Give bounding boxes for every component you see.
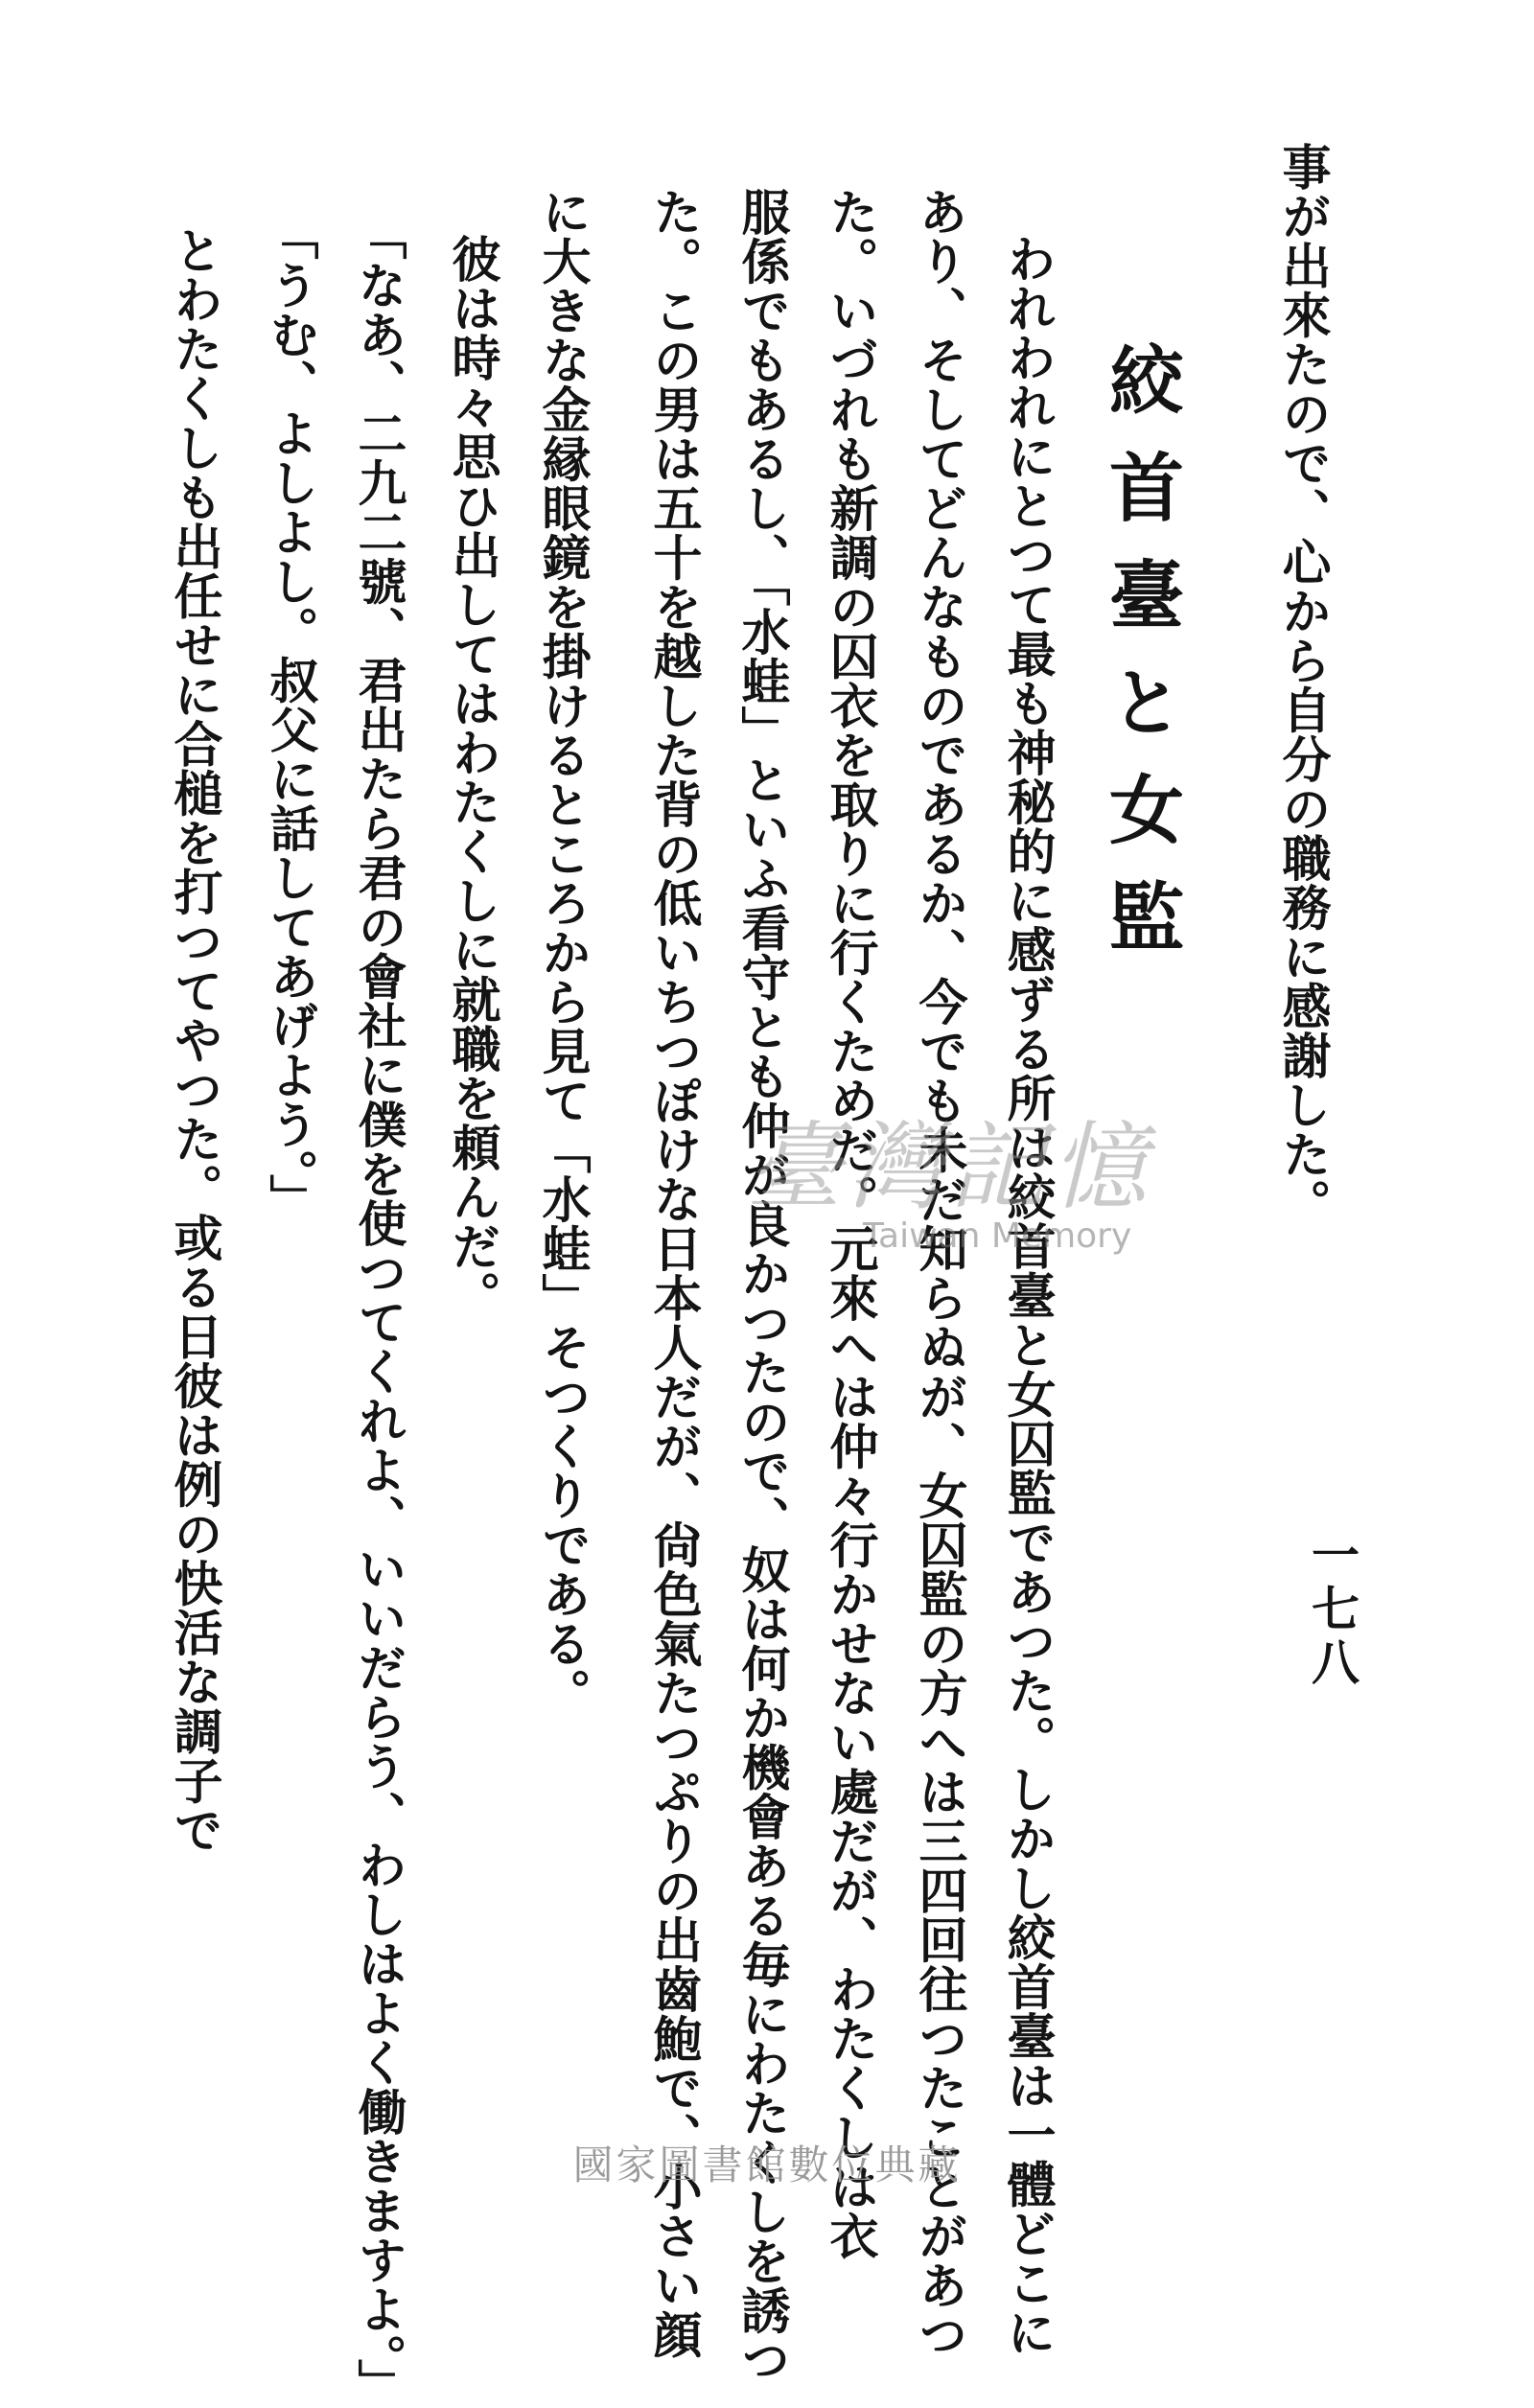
text-column-3: あり、そしてどんなものであるか、今でも未だ知らぬが、女囚監の方へは三四回往つたことがあつ <box>910 187 967 2359</box>
text-column-6: た。この男は五十を越した背の低いちつぽけな日本人だが、尙色氣たつぷりの出齒鮑で、小さい顔 <box>644 187 702 2359</box>
chapter-title: 絞首臺と女監 <box>1097 341 1184 985</box>
footer-library-credit: 國家圖書館數位典藏 <box>572 2142 962 2188</box>
page-number: 一七八 <box>1304 1530 1360 1691</box>
text-column-2: われわれにとつて最も神秘的に感ずる所は絞首臺と女囚監であつた。しかし絞首臺は一體どこに <box>998 234 1056 2357</box>
text-column-5: 服係でもあるし、「水蛙」といふ看守とも仲が良かつたので、奴は何か機會ある毎にわたくしを誘つ <box>732 187 790 2384</box>
text-column-9: 「なあ、二九二號、君出たら君の會社に僕を使つてくれよ、いいだらう、わしはよく働きますよ。」 <box>349 211 407 2408</box>
text-column-4: た。いづれも新調の囚衣を取りに行くためだ。元來へは仲々行かせない處だが、わたくしは衣 <box>821 187 878 2260</box>
watermark-logo: 臺灣記憶 <box>746 1111 1152 1223</box>
watermark-subtitle: Taiwan Memory <box>863 1216 1132 1256</box>
text-column-8: 彼は時々思ひ出してはわたくしに就職を頼んだ。 <box>443 234 500 1320</box>
text-column-1: 事が出來たので、心から自分の職務に感謝した。 <box>1273 142 1331 1228</box>
text-column-10: 「うむ、よしよし。叔父に話してあげよう。」 <box>261 211 318 1223</box>
text-column-7: に大きな金縁眼鏡を掛けるところから見て「水蛙」そつくりである。 <box>533 187 591 1718</box>
text-column-11: とわたくしも出任せに合槌を打つてやつた。或る日彼は例の快活な調子で <box>165 225 222 1855</box>
